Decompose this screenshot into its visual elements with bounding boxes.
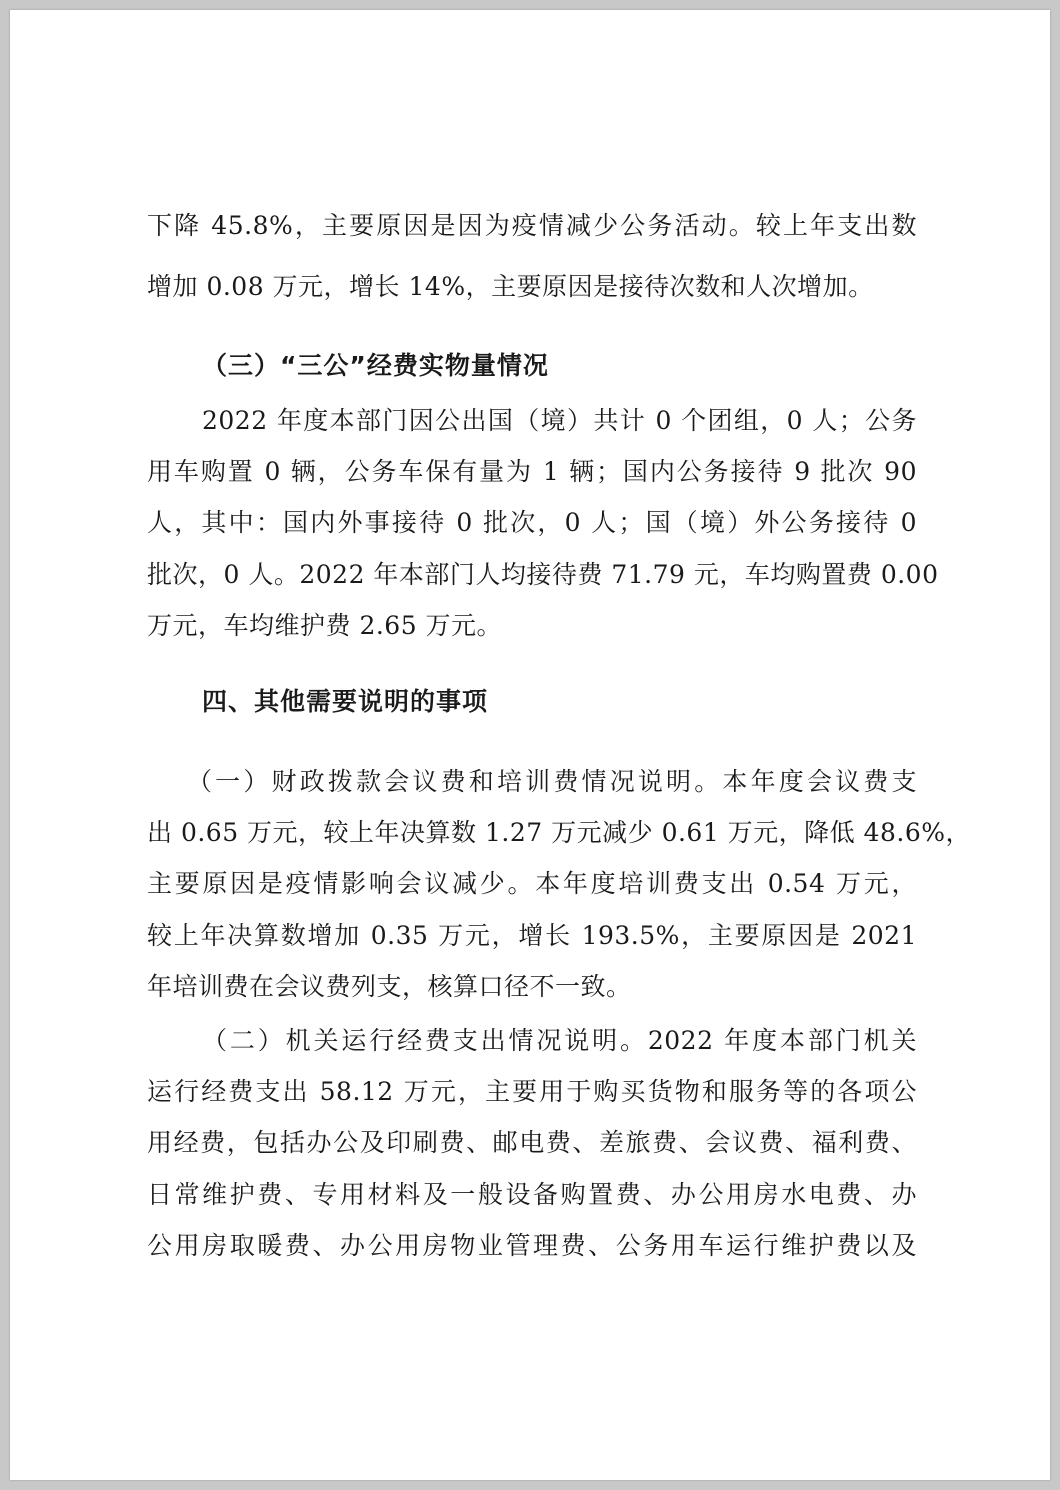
paragraph-3-line-4: 较上年决算数增加 0.35 万元，增长 193.5%，主要原因是 2021 xyxy=(147,921,917,950)
paragraph-2-line-5: 万元，车均维护费 2.65 万元。 xyxy=(147,611,503,640)
paragraph-2-line-3: 人，其中：国内外事接待 0 批次，0 人；国（境）外公务接待 0 xyxy=(147,508,917,537)
paragraph-1-line-2: 增加 0.08 万元，增长 14%，主要原因是接待次数和人次增加。 xyxy=(147,272,874,301)
section-title-four: 四、其他需要说明的事项 xyxy=(202,687,489,716)
paragraph-4-line-3: 用经费，包括办公及印刷费、邮电费、差旅费、会议费、福利费、 xyxy=(147,1128,917,1157)
paragraph-4-line-5: 公用房取暖费、办公用房物业管理费、公务用车运行维护费以及 xyxy=(147,1231,917,1260)
paragraph-4-line-4: 日常维护费、专用材料及一般设备购置费、办公用房水电费、办 xyxy=(147,1180,917,1209)
paragraph-1-line-1: 下降 45.8%，主要原因是因为疫情减少公务活动。较上年支出数 xyxy=(147,211,917,240)
paragraph-2-line-2: 用车购置 0 辆，公务车保有量为 1 辆；国内公务接待 9 批次 90 xyxy=(147,457,917,486)
paragraph-3-line-2: 出 0.65 万元，较上年决算数 1.27 万元减少 0.61 万元，降低 48.6%， xyxy=(147,818,972,847)
paragraph-4-line-1: （二）机关运行经费支出情况说明。2022 年度本部门机关 xyxy=(202,1026,917,1055)
paragraph-2-line-4: 批次，0 人。2022 年本部门人均接待费 71.79 元，车均购置费 0.00 xyxy=(147,560,939,589)
paragraph-3-line-3: 主要原因是疫情影响会议减少。本年度培训费支出 0.54 万元， xyxy=(147,869,917,898)
section-heading-three: （三）“三公”经费实物量情况 xyxy=(202,351,549,380)
paragraph-4-line-2: 运行经费支出 58.12 万元，主要用于购买货物和服务等的各项公 xyxy=(147,1077,917,1106)
paragraph-3-line-1: （一）财政拨款会议费和培训费情况说明。本年度会议费支 xyxy=(187,767,917,796)
document-page xyxy=(10,10,1050,1480)
paragraph-3-line-5: 年培训费在会议费列支，核算口径不一致。 xyxy=(147,972,632,1001)
paragraph-2-line-1: 2022 年度本部门因公出国（境）共计 0 个团组，0 人；公务 xyxy=(202,406,917,435)
